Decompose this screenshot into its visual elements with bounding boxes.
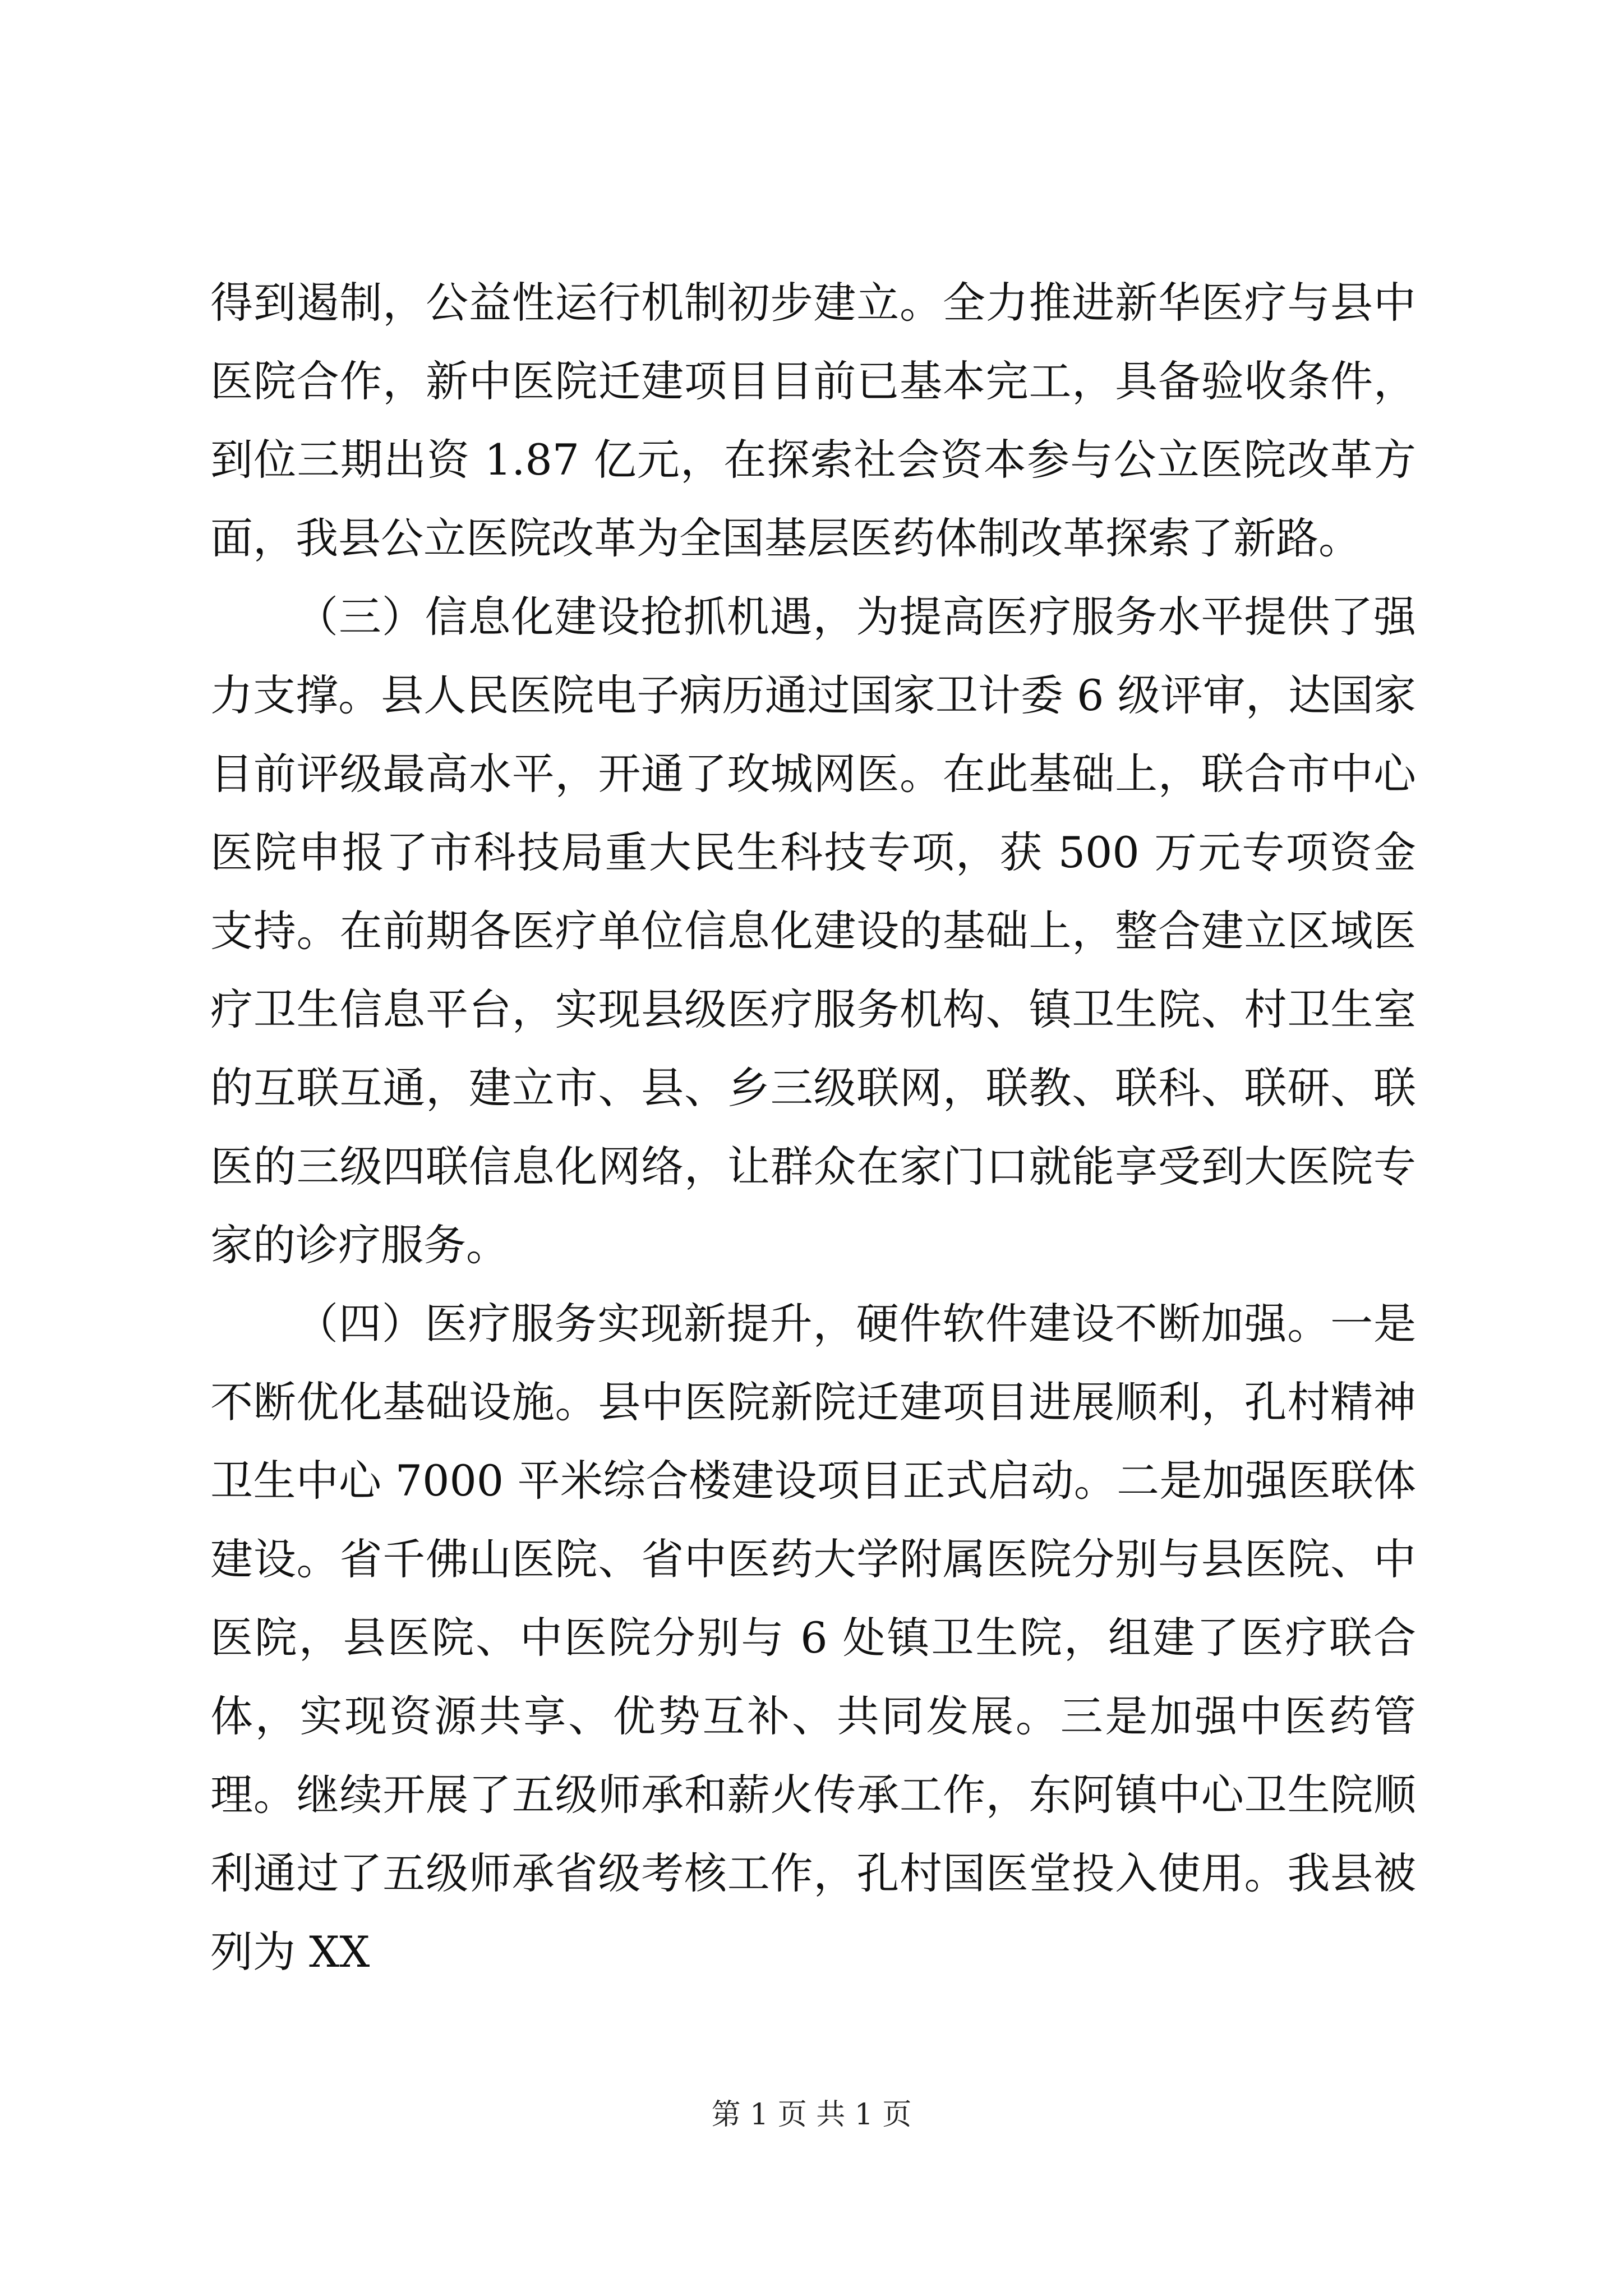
paragraph-continuation: 得到遏制，公益性运行机制初步建立。全力推进新华医疗与县中医院合作，新中医院迁建项目目前已基本完工，具备验收条件，到位三期出资 1.87 亿元，在探索社会资本参与公立医院改革方面，我县公立医院改革为全国基层医药体制改革探索了新路。 — [210, 278, 1416, 563]
paragraph-section-four: （四）医疗服务实现新提升，硬件软件建设不断加强。一是不断优化基础设施。县中医院新院迁建项目进展顺利，孔村精神卫生中心 7000 平米综合楼建设项目正式启动。二是加强医联体建设。省千佛山医院、省中医药大学附属医院分别与县医院、中医院，县医院、中医院分别与 6 处镇卫生院，组建了医疗联合体，实现资源共享、优势互补、共同发展。三是加强中医药管理。继续开展了五级师承和薪火传承工作，东阿镇中心卫生院顺利通过了五级师承省级考核工作，孔村国医堂投入使用。我县被列为 XX — [210, 1299, 1416, 1977]
page-footer: 第 1 页 共 1 页 — [711, 2098, 912, 2132]
document-body — [210, 264, 1416, 1991]
paragraph-section-three: （三）信息化建设抢抓机遇，为提高医疗服务水平提供了强力支撑。县人民医院电子病历通过国家卫计委 6 级评审，达国家目前评级最高水平，开通了玫城网医。在此基础上，联合市中心医院申报了市科技局重大民生科技专项，获 500 万元专项资金支持。在前期各医疗单位信息化建设的基础上，整合建立区域医疗卫生信息平台，实现县级医疗服务机构、镇卫生院、村卫生室的互联互通，建立市、县、乡三级联网，联教、联科、联研、联医的三级四联信息化网络，让群众在家门口就能享受到大医院专家的诊疗服务。 — [210, 592, 1416, 1270]
